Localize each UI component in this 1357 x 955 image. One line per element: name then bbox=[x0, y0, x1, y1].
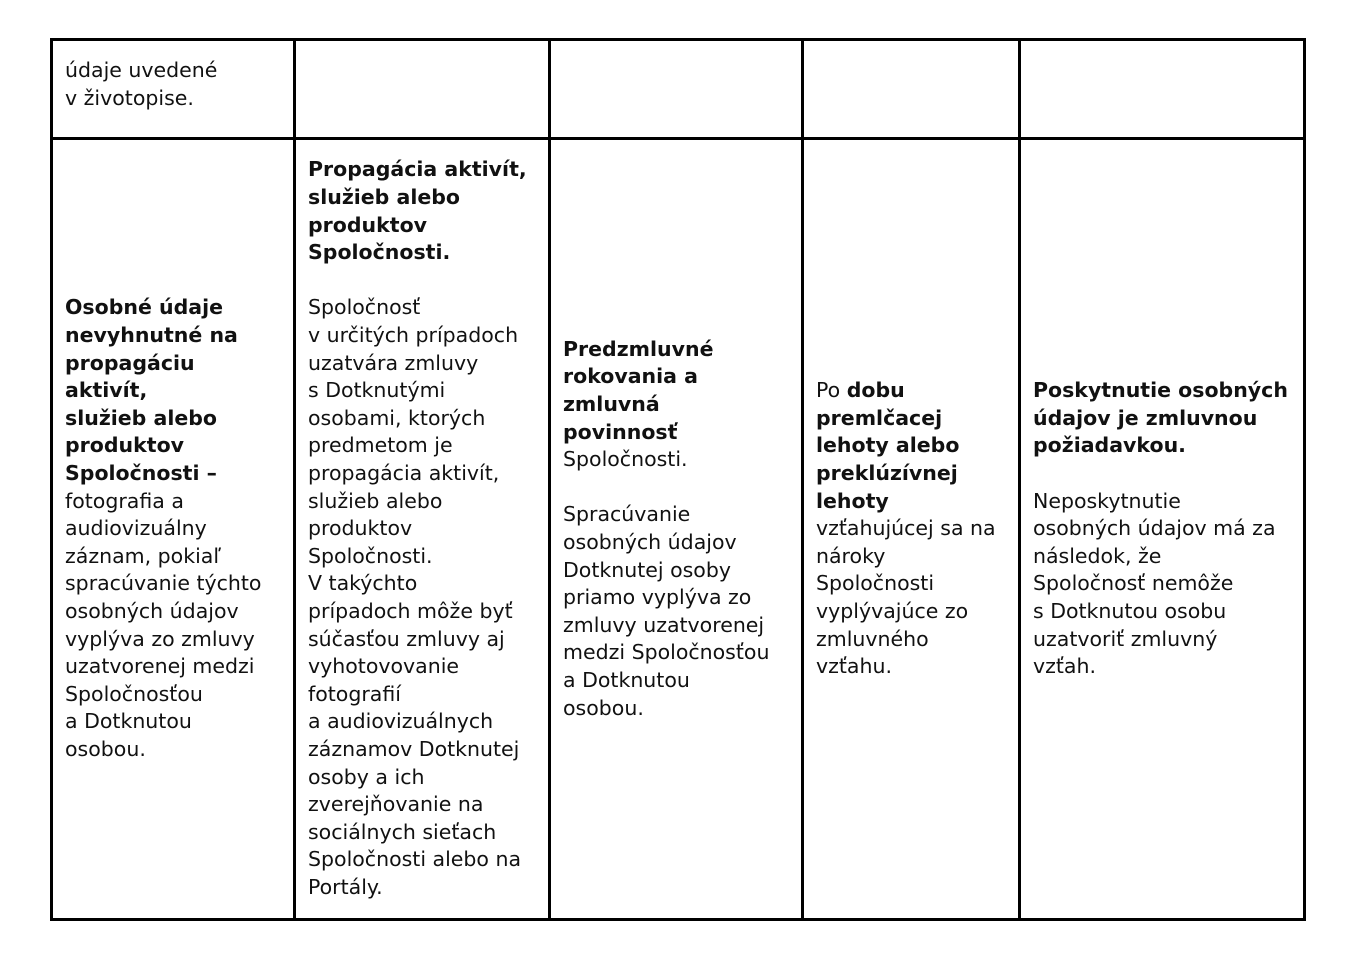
cell-text: vzťahujúcej sa na nároky Spoločnosti vyplývajúce zo zmluvného vzťahu. bbox=[816, 516, 996, 679]
cell-text-suffix: Spoločnosti. bbox=[563, 447, 688, 472]
cell-prefix: Po bbox=[816, 378, 847, 403]
table-cell-retention bbox=[803, 139, 1020, 920]
table-cell-data-category bbox=[52, 139, 295, 920]
cell-heading: Poskytnutie osobných údajov je zmluvnou požiadavkou. bbox=[1033, 378, 1288, 458]
table-cell-purpose bbox=[295, 139, 550, 920]
table-row bbox=[52, 40, 1305, 139]
cell-heading: Osobné údaje nevyhnutné na propagáciu aktivít, služieb alebo produktov Spoločnosti – bbox=[65, 295, 238, 486]
cell-text: Spoločnosť v určitých prípadoch uzatvára zmluvy s Dotknutými osobami, ktorých predmetom je propagácia aktivít, služieb alebo produktov Spoločnosti. V takýchto prípadoch môže byť súčasťou zmluvy aj vyhotovovanie fotografií a audiovizuálnych záznamov Dotknutej osoby a ich zverejňovanie na sociálnych sieťach Spoločnosti alebo na Portály. bbox=[308, 295, 522, 899]
cell-heading: Predzmluvné rokovania a zmluvná povinnosť bbox=[563, 336, 714, 444]
cell-text: údaje uvedené v životopise. bbox=[65, 58, 218, 110]
paragraph-gap bbox=[1033, 460, 1291, 488]
paragraph-gap bbox=[563, 474, 789, 502]
table-cell bbox=[1020, 40, 1305, 139]
table-cell bbox=[52, 40, 295, 139]
cell-heading: Propagácia aktivít, služieb alebo produktov Spoločnosti. bbox=[308, 157, 527, 265]
paragraph-gap bbox=[308, 267, 536, 295]
legal-basis-table bbox=[50, 38, 1306, 921]
cell-heading: dobu premlčacej lehoty alebo preklúzívnej lehoty bbox=[816, 378, 960, 513]
table-cell bbox=[295, 40, 550, 139]
cell-text: fotografia a audiovizuálny záznam, pokiaľ spracúvanie týchto osobných údajov vyplýva zo zmluvy uzatvorenej medzi Spoločnosťou a Dotknutou osobou. bbox=[65, 488, 262, 761]
table-cell-requirement bbox=[1020, 139, 1305, 920]
cell-text: Spracúvanie osobných údajov Dotknutej osoby priamo vyplýva zo zmluvy uzatvorenej medzi Spoločnosťou a Dotknutou osobou. bbox=[563, 502, 770, 720]
table-cell bbox=[803, 40, 1020, 139]
cell-text: Neposkytnutie osobných údajov má za následok, že Spoločnosť nemôže s Dotknutou osobu uzatvoriť zmluvný vzťah. bbox=[1033, 488, 1276, 679]
table-cell bbox=[550, 40, 803, 139]
table-row bbox=[52, 139, 1305, 920]
table-cell-legal-basis bbox=[550, 139, 803, 920]
